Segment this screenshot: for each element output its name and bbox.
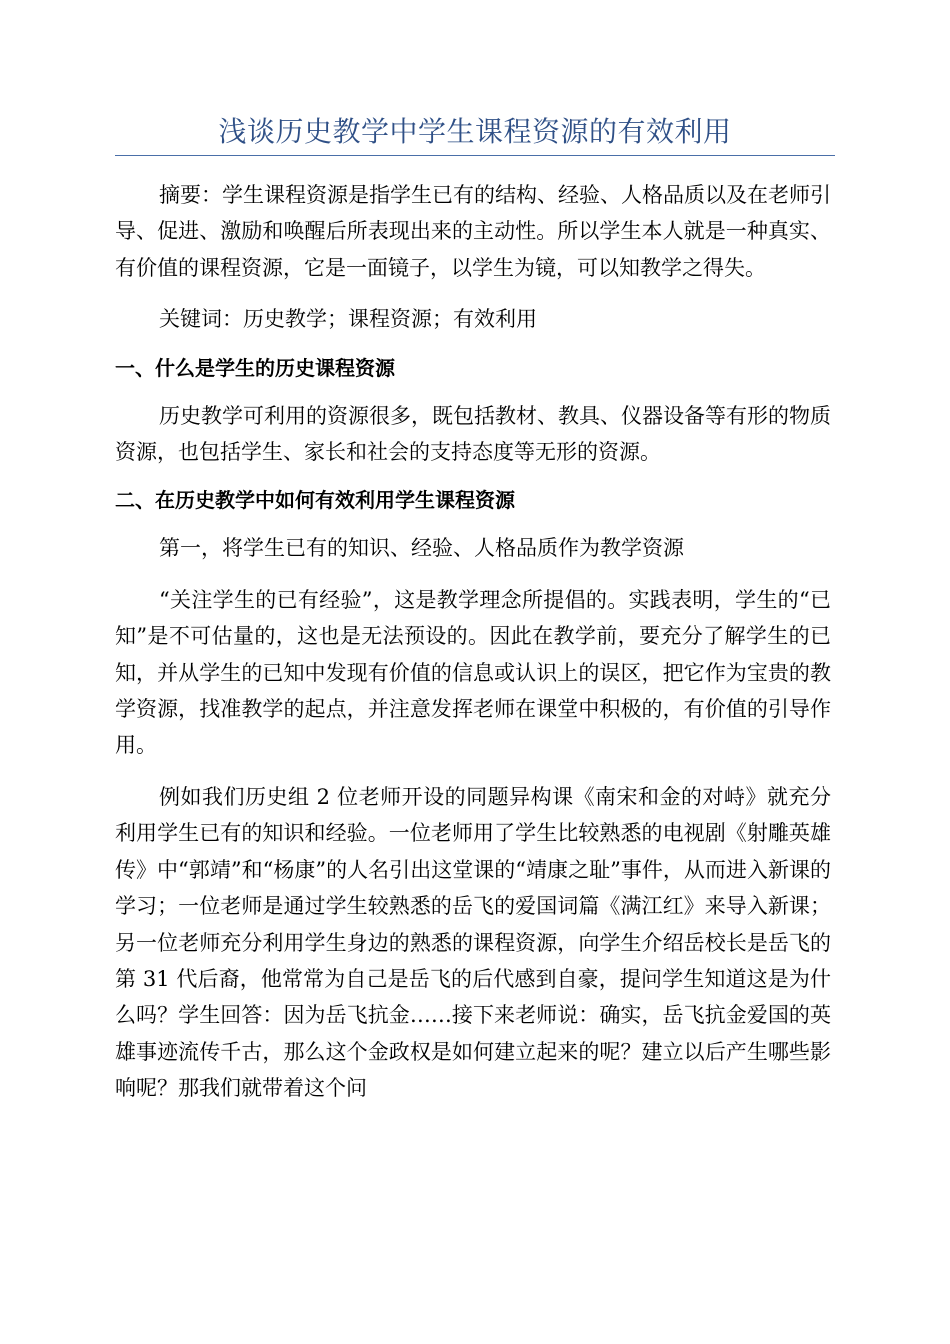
section-heading-1: 一、什么是学生的历史课程资源 — [115, 355, 395, 380]
keywords-line: 关键词：历史教学；课程资源；有效利用 — [159, 307, 537, 332]
title-underline — [115, 155, 835, 156]
body-paragraph: 例如我们历史组 2 位老师开设的同题异构课《南宋和金的对峙》就充分利用学生已有的知识和经验。一位老师用了学生比较熟悉的电视剧《射雕英雄传》中“郭靖”和“杨康”的人名引出这堂课的“靖康之耻”事件，从而进入新课的学习；一位老师是通过学生较熟悉的岳飞的爱国词篇《满江红》来导入新课；另一位老师充分利用学生身边的熟悉的课程资源，向学生介绍岳校长是岳飞的第 31 代后裔，他常常为自己是岳飞的后代感到自豪，提问学生知道这是为什么吗？学生回答：因为岳飞抗金……接下来老师说：确实，岳飞抗金爱国的英雄事迹流传千古，那么这个金政权是如何建立起来的呢？建立以后产生哪些影响呢？那我们就带着这个问 — [115, 784, 831, 1101]
abstract-paragraph: 摘要：学生课程资源是指学生已有的结构、经验、人格品质以及在老师引导、促进、激励和唤醒后所表现出来的主动性。所以学生本人就是一种真实、有价值的课程资源，它是一面镜子，以学生为镜，可以知教学之得失。 — [115, 183, 831, 280]
document-title: 浅谈历史教学中学生课程资源的有效利用 — [218, 115, 732, 148]
document-body — [115, 177, 831, 1107]
body-paragraph: 历史教学可利用的资源很多，既包括教材、教具、仪器设备等有形的物质资源，也包括学生、家长和社会的支持态度等无形的资源。 — [115, 403, 831, 465]
section-heading-2: 二、在历史教学中如何有效利用学生课程资源 — [115, 488, 515, 513]
body-paragraph: “关注学生的已有经验”，这是教学理念所提倡的。实践表明，学生的“已知”是不可估量的，这也是无法预设的。因此在教学前，要充分了解学生的已知，并从学生的已知中发现有价值的信息或认识上的误区，把它作为宝贵的教学资源，找准教学的起点，并注意发挥老师在课堂中积极的，有价值的引导作用。 — [115, 587, 831, 758]
body-paragraph: 第一，将学生已有的知识、经验、人格品质作为教学资源 — [159, 536, 684, 561]
